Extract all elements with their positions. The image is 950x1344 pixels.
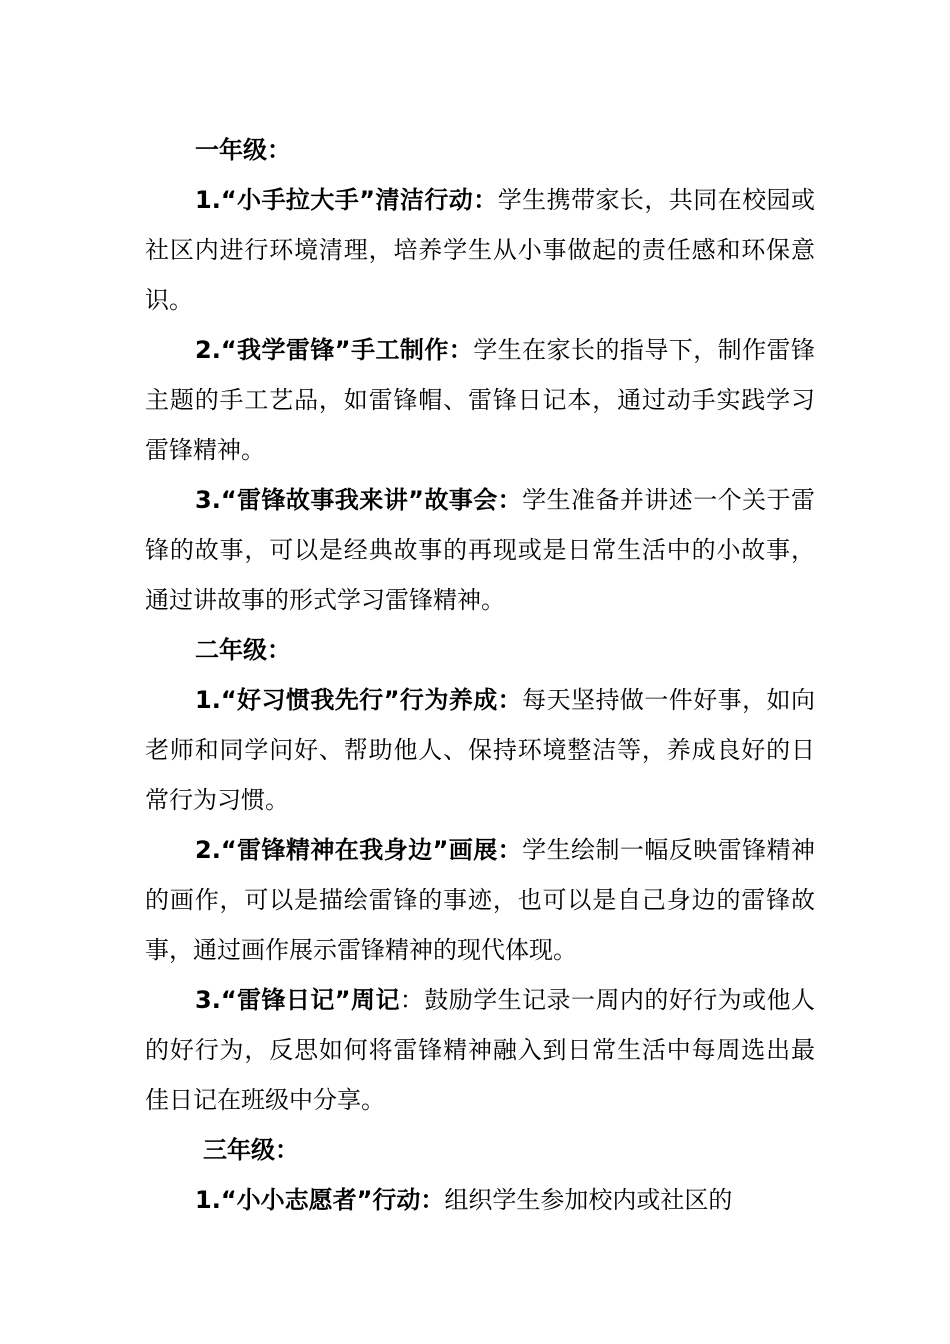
list-item	[145, 675, 815, 825]
item-lead: 3.“雷锋故事我来讲”故事会：	[195, 486, 523, 514]
section-heading-grade-2: 二年级：	[195, 636, 291, 664]
item-lead: 1.“小手拉大手”清洁行动：	[195, 186, 498, 214]
item-body: 学生绘制一幅反映雷锋精神的画作，可以是描绘雷锋的事迹，也可以是自己身边的雷锋故事，通过画作展示雷锋精神的现代体现。	[145, 836, 815, 964]
item-body: 学生准备并讲述一个关于雷锋的故事，可以是经典故事的再现或是日常生活中的小故事，通过讲故事的形式学习雷锋精神。	[145, 486, 815, 614]
list-item	[145, 475, 815, 625]
item-lead: 3.“雷锋日记”周记	[195, 986, 400, 1014]
list-item	[145, 975, 815, 1125]
item-lead: 2.“我学雷锋”手工制作：	[195, 336, 474, 364]
document-page	[145, 125, 815, 1225]
section-heading-grade-3: 三年级：	[203, 1136, 299, 1164]
list-item	[145, 175, 815, 325]
item-body: 学生在家长的指导下，制作雷锋主题的手工艺品，如雷锋帽、雷锋日记本，通过动手实践学习雷锋精神。	[145, 336, 815, 464]
item-body: ：鼓励学生记录一周内的好行为或他人的好行为，反思如何将雷锋精神融入到日常生活中每周选出最佳日记在班级中分享。	[145, 986, 815, 1114]
list-item	[145, 825, 815, 975]
item-lead: 2.“雷锋精神在我身边”画展：	[195, 836, 523, 864]
item-body: 组织学生参加校内或社区的	[444, 1186, 733, 1214]
item-body: 学生携带家长，共同在校园或社区内进行环境清理，培养学生从小事做起的责任感和环保意识。	[145, 186, 815, 314]
item-lead: 1.“小小志愿者”行动：	[195, 1186, 445, 1214]
list-item	[145, 325, 815, 475]
item-lead: 1.“好习惯我先行”行为养成：	[195, 686, 523, 714]
list-item	[145, 1175, 815, 1225]
item-body: 每天坚持做一件好事，如向老师和同学问好、帮助他人、保持环境整洁等，养成良好的日常行为习惯。	[145, 686, 815, 814]
section-heading-grade-1: 一年级：	[195, 136, 291, 164]
